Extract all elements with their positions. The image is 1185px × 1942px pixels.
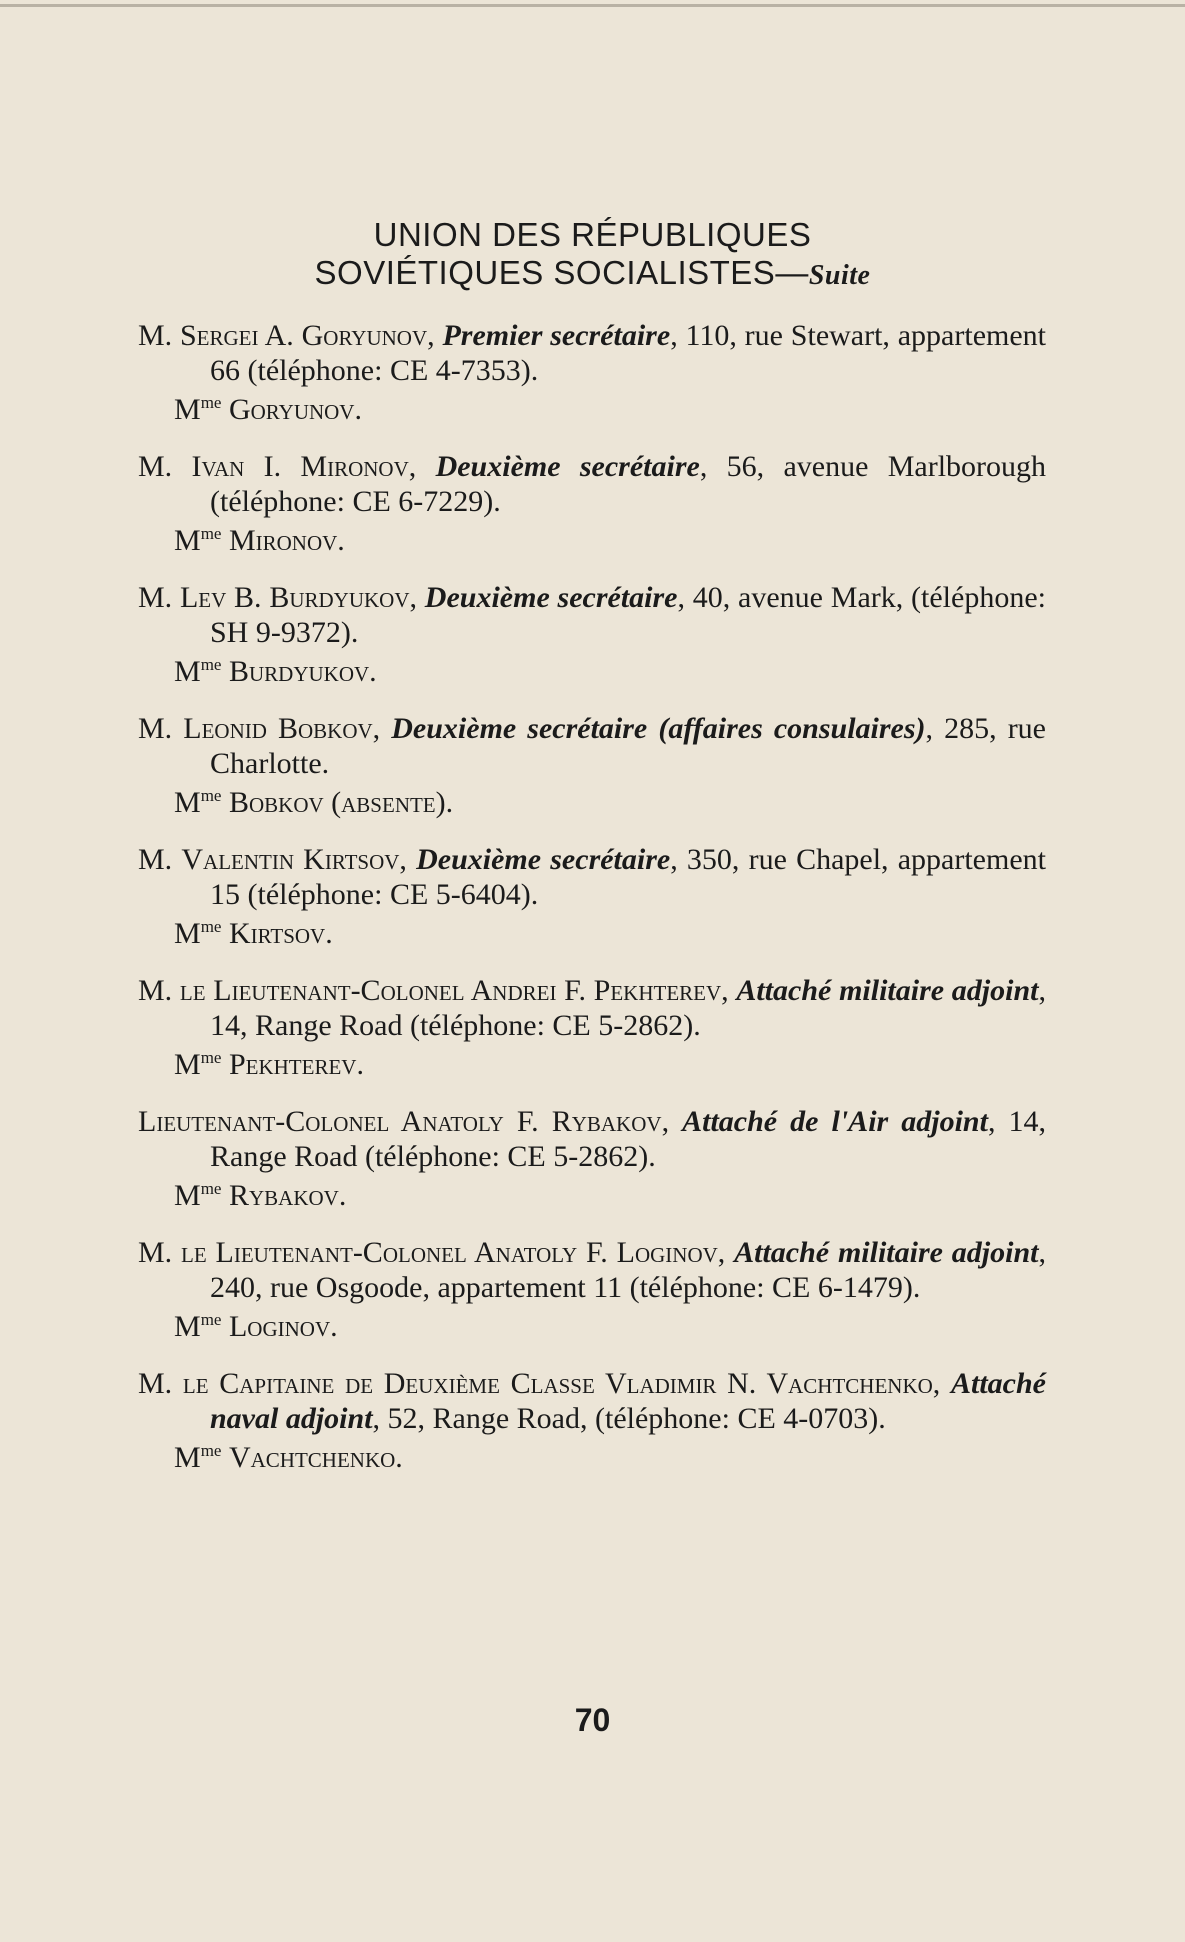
spouse-line — [138, 1440, 1046, 1475]
entry-name: le Lieutenant-Colonel Anatoly F. Loginov — [181, 1236, 718, 1269]
comma: , — [721, 974, 737, 1007]
entry-name: Sergei A. Goryunov — [179, 319, 428, 352]
comma: , — [408, 450, 436, 483]
entry-title: Deuxième secrétaire — [435, 450, 700, 483]
spouse-sup: me — [200, 1179, 222, 1198]
spouse-sup: me — [200, 1441, 222, 1460]
section-heading — [0, 216, 1185, 295]
spouse-name: Mironov. — [228, 524, 345, 557]
diplomat-list — [138, 318, 1046, 1497]
entry-text — [138, 711, 1046, 781]
entry-name: le Lieutenant-Colonel Andrei F. Pekhterev — [179, 974, 722, 1007]
spouse-name: Bobkov (absente). — [228, 786, 454, 819]
spouse-sup: me — [200, 655, 222, 674]
heading-suite: Suite — [808, 260, 871, 291]
comma: , — [409, 581, 425, 614]
entry-prefix: M. — [138, 581, 180, 614]
spouse-prefix: M — [174, 917, 201, 950]
heading-line-1: UNION DES RÉPUBLIQUES — [373, 216, 812, 253]
spouse-name: Rybakov. — [228, 1179, 347, 1212]
heading-line-2 — [0, 254, 1185, 295]
spouse-sup: me — [200, 1310, 222, 1329]
entry-details: , 56, avenue Marlborough (téléphone: CE 6-7229). — [210, 450, 1047, 518]
entry-name: Leonid Bobkov — [183, 712, 373, 745]
entry-name: Ivan I. Mironov — [191, 450, 409, 483]
spouse-sup: me — [200, 917, 222, 936]
entry-text — [138, 449, 1046, 519]
list-item — [138, 1235, 1046, 1344]
entry-title: Attaché naval adjoint — [210, 1367, 1046, 1435]
comma: , — [932, 1367, 951, 1400]
entry-text — [138, 973, 1046, 1043]
entry-details: , 40, avenue Mark, (téléphone: SH 9-9372). — [210, 581, 1046, 649]
spouse-name: Pekhterev. — [228, 1048, 364, 1081]
spouse-prefix: M — [174, 393, 201, 426]
spouse-line — [138, 654, 1046, 689]
spouse-prefix: M — [174, 655, 201, 688]
entry-name: Lev B. Burdyukov — [179, 581, 410, 614]
list-item — [138, 449, 1046, 558]
list-item — [138, 842, 1046, 951]
spouse-line — [138, 916, 1046, 951]
spouse-sup: me — [200, 524, 222, 543]
entry-details: , 52, Range Road, (téléphone: CE 4-0703). — [372, 1402, 886, 1435]
entry-prefix: M. — [138, 1236, 182, 1269]
entry-name: le Capitaine de Deuxième Classe Vladimir N. Vachtchenko — [182, 1367, 933, 1400]
page-number: 70 — [574, 1702, 611, 1738]
list-item — [138, 1104, 1046, 1213]
entry-details: , 14, Range Road (téléphone: CE 5-2862). — [210, 974, 1046, 1042]
spouse-prefix: M — [174, 1310, 201, 1343]
entry-title: Attaché de l'Air adjoint — [682, 1105, 988, 1138]
spouse-prefix: M — [174, 1048, 201, 1081]
entry-title: Premier secrétaire — [442, 319, 671, 352]
entry-text — [138, 842, 1046, 912]
spouse-line — [138, 1047, 1046, 1082]
list-item — [138, 973, 1046, 1082]
entry-text — [138, 1104, 1046, 1174]
spouse-name: Vachtchenko. — [228, 1441, 403, 1474]
entry-details: , 350, rue Chapel, appartement 15 (téléphone: CE 5-6404). — [210, 843, 1046, 911]
entry-title: Deuxième secrétaire (affaires consulaires) — [391, 712, 926, 745]
list-item — [138, 1366, 1046, 1475]
spouse-prefix: M — [174, 1441, 201, 1474]
entry-text — [138, 1235, 1046, 1305]
spouse-line — [138, 392, 1046, 427]
spouse-name: Goryunov. — [228, 393, 362, 426]
entry-name: Valentin Kirtsov — [181, 843, 400, 876]
entry-title: Deuxième secrétaire — [416, 843, 671, 876]
comma: , — [399, 843, 417, 876]
list-item — [138, 580, 1046, 689]
spouse-line — [138, 1309, 1046, 1344]
spouse-sup: me — [200, 786, 222, 805]
spouse-name: Burdyukov. — [228, 655, 377, 688]
entry-text — [138, 318, 1046, 388]
entry-text — [138, 580, 1046, 650]
entry-prefix: M. — [138, 712, 184, 745]
spouse-line — [138, 1178, 1046, 1213]
spouse-prefix: M — [174, 1179, 201, 1212]
entry-prefix: M. — [138, 974, 180, 1007]
comma: , — [372, 712, 392, 745]
entry-prefix: M. — [138, 319, 180, 352]
entry-details: , 110, rue Stewart, appartement 66 (téléphone: CE 4-7353). — [210, 319, 1046, 387]
spouse-prefix: M — [174, 786, 201, 819]
entry-prefix: M. — [138, 843, 182, 876]
heading-line-2-text: SOVIÉTIQUES SOCIALISTES— — [314, 254, 809, 291]
entry-details: , 240, rue Osgoode, appartement 11 (téléphone: CE 6-1479). — [210, 1236, 1046, 1304]
entry-prefix: M. — [138, 1367, 183, 1400]
list-item — [138, 711, 1046, 820]
entry-prefix: M. — [138, 450, 192, 483]
comma: , — [661, 1105, 683, 1138]
entry-title: Attaché militaire adjoint — [736, 974, 1039, 1007]
spouse-line — [138, 523, 1046, 558]
entry-name: Lieutenant-Colonel Anatoly F. Rybakov — [138, 1105, 662, 1138]
comma: , — [427, 319, 443, 352]
spouse-name: Loginov. — [228, 1310, 338, 1343]
entry-details: , 14, Range Road (téléphone: CE 5-2862). — [210, 1105, 1046, 1173]
list-item — [138, 318, 1046, 427]
entry-text — [138, 1366, 1046, 1436]
entry-title: Deuxième secrétaire — [424, 581, 678, 614]
spouse-sup: me — [200, 393, 222, 412]
comma: , — [717, 1236, 735, 1269]
top-border — [0, 4, 1185, 7]
spouse-prefix: M — [174, 524, 201, 557]
spouse-name: Kirtsov. — [228, 917, 333, 950]
spouse-line — [138, 785, 1046, 820]
entry-details: , 285, rue Charlotte. — [210, 712, 1046, 780]
entry-title: Attaché militaire adjoint — [734, 1236, 1039, 1269]
spouse-sup: me — [200, 1048, 222, 1067]
